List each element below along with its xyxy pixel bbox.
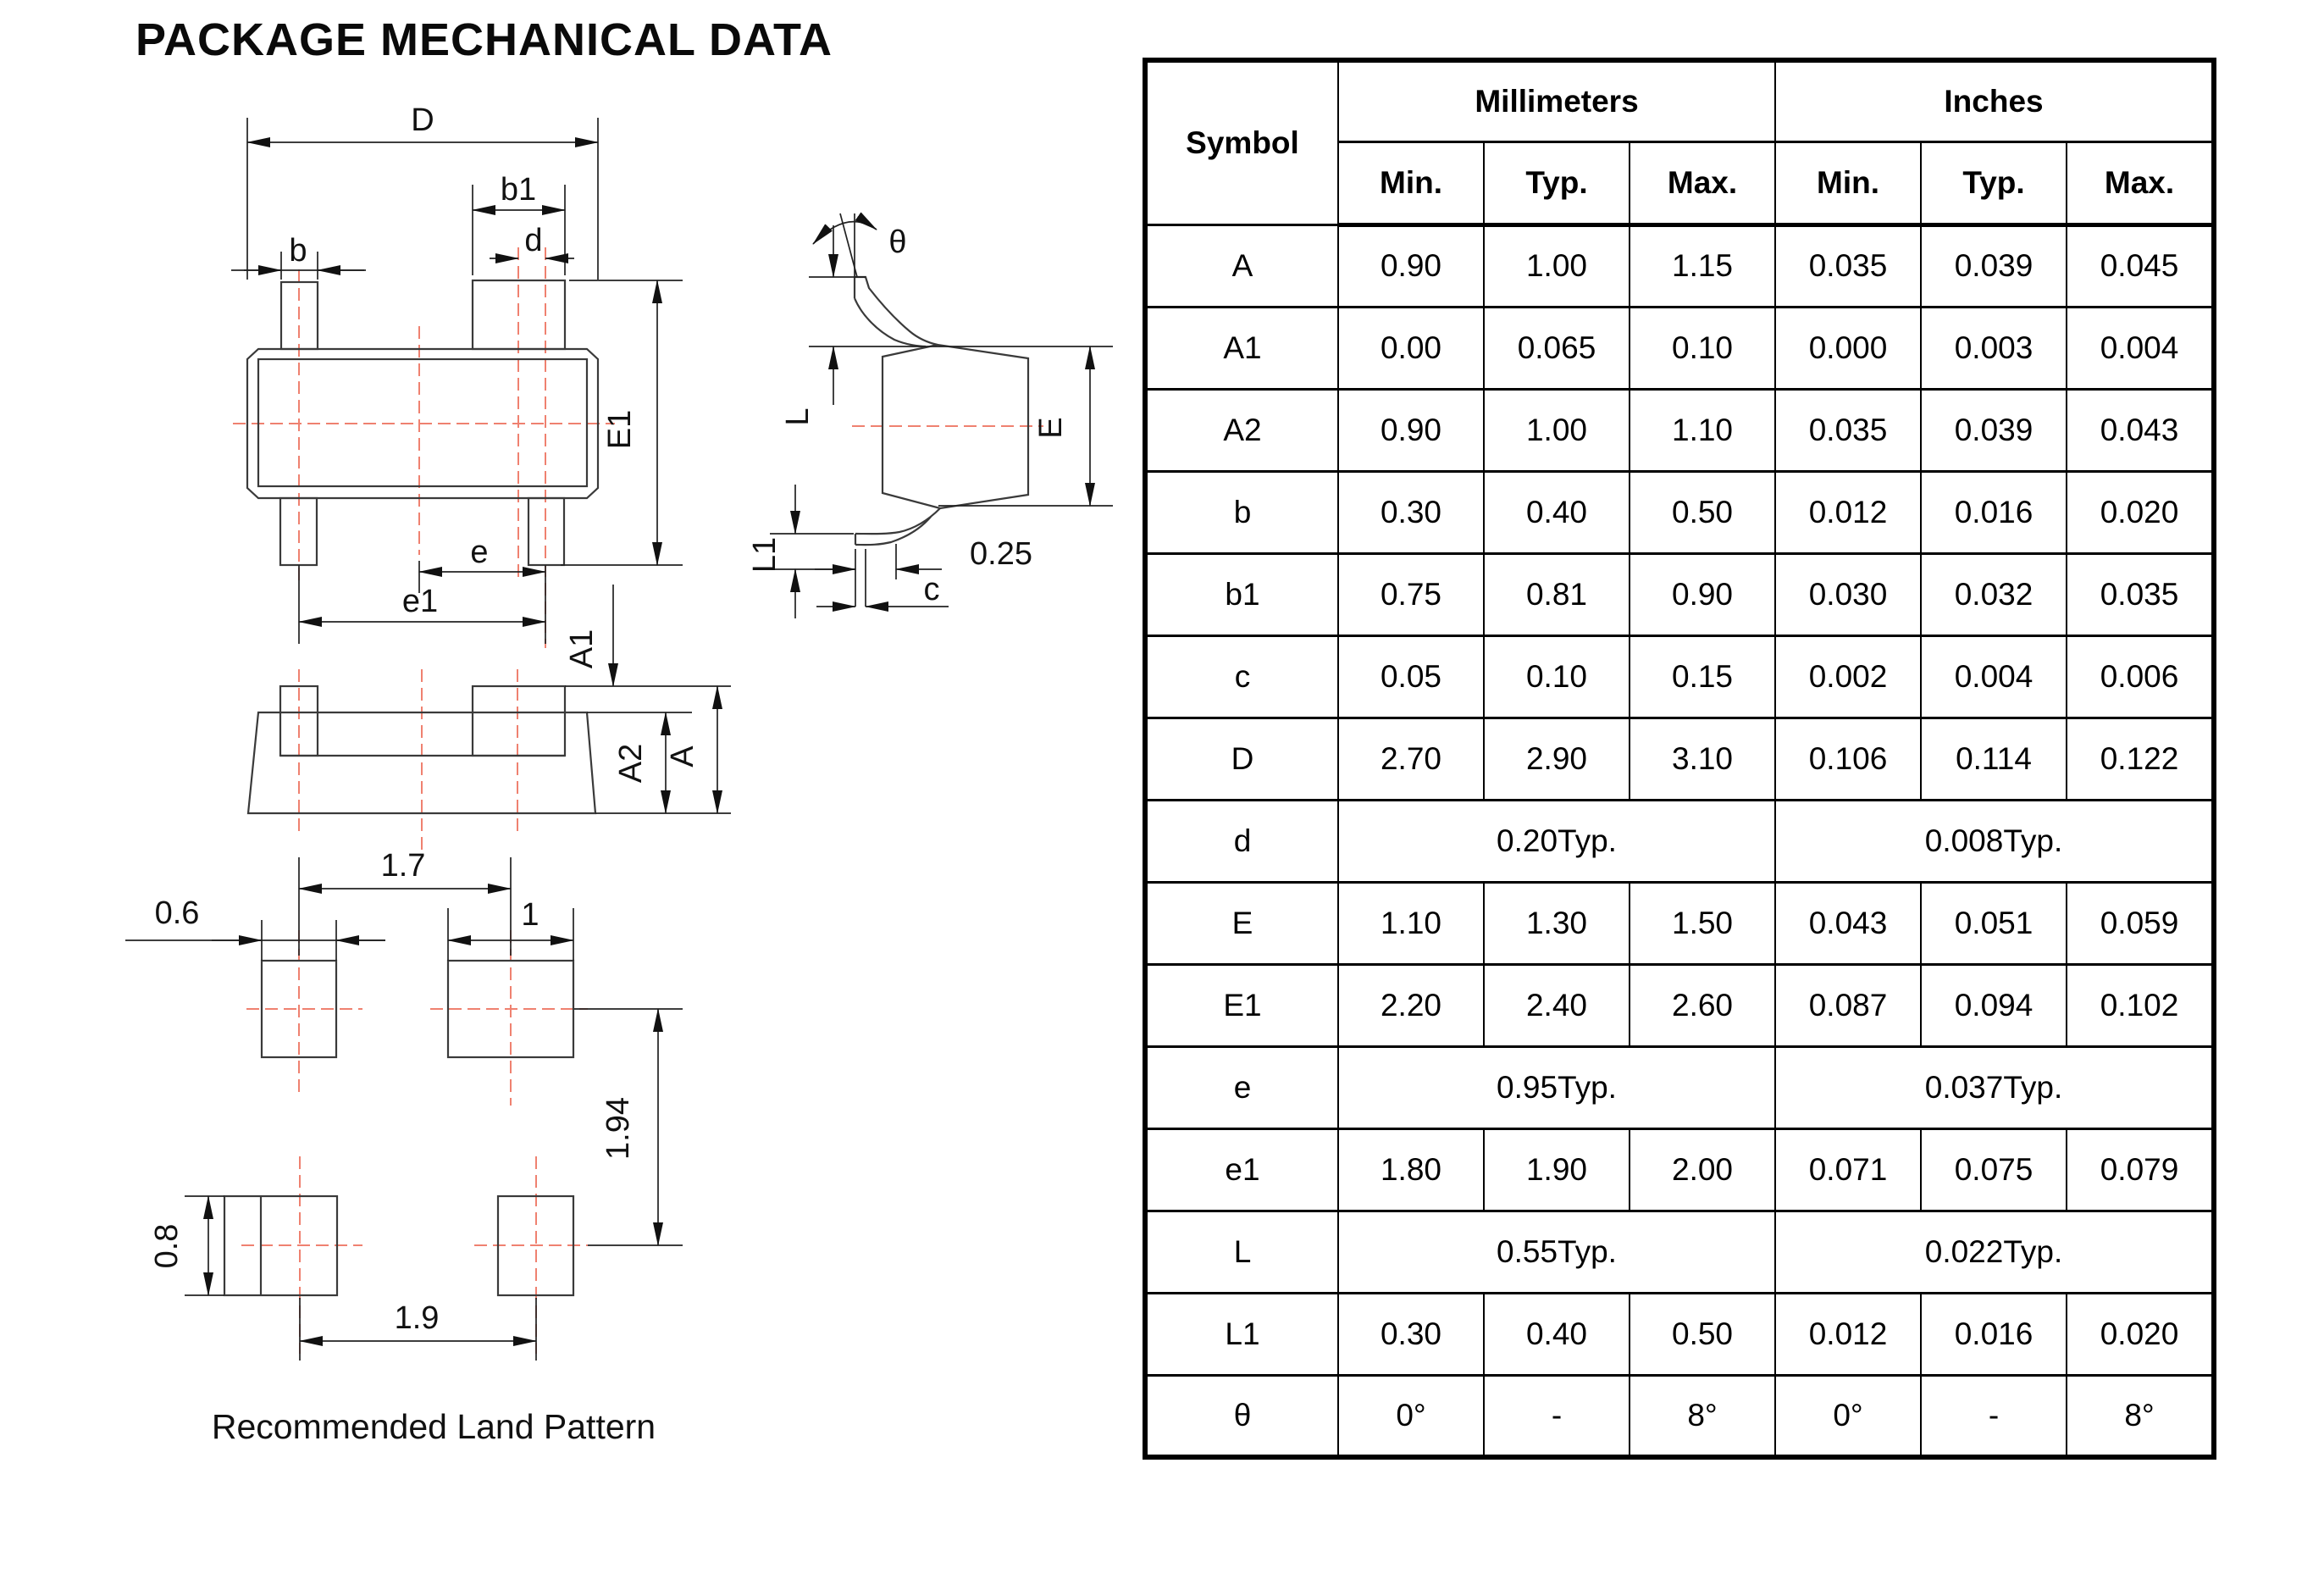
cell-in-typ: 0.004 [1921,635,2067,718]
cell-in-max: 0.122 [2067,718,2214,800]
cell-in-typ: 0.003 [1921,307,2067,389]
cell-mm-min: 2.70 [1338,718,1484,800]
col-header-in-typ: Typ. [1921,141,2067,224]
cell-in-typ: 0.051 [1921,882,2067,964]
land-pattern [125,848,683,1446]
dim-label-b: b [289,233,307,269]
cell-in-typ: 0.016 [1921,471,2067,553]
table-row [1145,1046,2214,1128]
dim-label-1: 1 [521,897,540,933]
cell-in-typ-span: 0.008Typ. [1775,800,2214,882]
cell-symbol: L [1145,1211,1338,1293]
cell-mm-max: 0.15 [1630,635,1775,718]
cell-in-min: 0.071 [1775,1128,1921,1211]
cell-symbol: e [1145,1046,1338,1128]
cell-mm-max: 2.00 [1630,1128,1775,1211]
cell-in-min: 0.000 [1775,307,1921,389]
cell-in-min: 0.012 [1775,1293,1921,1375]
cell-in-max: 0.020 [2067,471,2214,553]
cell-mm-typ: 1.00 [1484,389,1630,471]
table-row [1145,307,2214,389]
cell-in-max: 0.043 [2067,389,2214,471]
cell-in-min: 0.087 [1775,964,1921,1046]
dim-label-E: E [1033,417,1069,439]
cell-symbol: A [1145,224,1338,307]
table-row [1145,389,2214,471]
cell-mm-typ: 1.00 [1484,224,1630,307]
top-view [231,103,683,686]
table-row [1145,964,2214,1046]
cell-mm-typ: - [1484,1375,1630,1457]
dim-label-A: A [665,745,700,768]
cell-mm-min: 0.30 [1338,471,1484,553]
cell-in-typ: 0.075 [1921,1128,2067,1211]
table-row [1145,718,2214,800]
cell-mm-max: 1.50 [1630,882,1775,964]
table-row [1145,1293,2214,1375]
dim-label-0-8: 0.8 [149,1223,185,1269]
cell-in-max: 0.059 [2067,882,2214,964]
cell-mm-max: 0.90 [1630,553,1775,635]
cell-in-min: 0° [1775,1375,1921,1457]
table-row [1145,1128,2214,1211]
cell-symbol: E1 [1145,964,1338,1046]
cell-mm-min: 0.90 [1338,389,1484,471]
cell-in-min: 0.035 [1775,389,1921,471]
cell-mm-max: 2.60 [1630,964,1775,1046]
table-row [1145,800,2214,882]
cell-in-min: 0.106 [1775,718,1921,800]
cell-mm-min: 0.00 [1338,307,1484,389]
col-header-mm-max: Max. [1630,141,1775,224]
cell-mm-typ: 0.40 [1484,471,1630,553]
cell-mm-min: 1.80 [1338,1128,1484,1211]
cell-symbol: A1 [1145,307,1338,389]
cell-mm-typ-span: 0.55Typ. [1338,1211,1775,1293]
table-row [1145,224,2214,307]
cell-in-typ: 0.039 [1921,389,2067,471]
table-row [1145,1211,2214,1293]
cell-mm-min: 0° [1338,1375,1484,1457]
cell-in-min: 0.035 [1775,224,1921,307]
cell-mm-min: 0.75 [1338,553,1484,635]
dim-label-1-94: 1.94 [600,1097,636,1160]
drawing-line [855,277,938,345]
dim-label-d: d [524,223,543,258]
cell-symbol: b [1145,471,1338,553]
cell-in-typ: 0.016 [1921,1293,2067,1375]
package-dimensions-table [1143,58,2216,1460]
col-header-symbol: Symbol [1145,60,1338,224]
col-header-inches: Inches [1775,60,2214,141]
cell-mm-max: 8° [1630,1375,1775,1457]
cell-in-max: 0.045 [2067,224,2214,307]
cell-in-max: 0.079 [2067,1128,2214,1211]
cell-mm-min: 0.05 [1338,635,1484,718]
cell-mm-typ: 1.90 [1484,1128,1630,1211]
cell-mm-typ-span: 0.95Typ. [1338,1046,1775,1128]
side-view [747,213,1113,618]
cell-in-max: 8° [2067,1375,2214,1457]
cell-mm-max: 1.10 [1630,389,1775,471]
cell-mm-max: 0.10 [1630,307,1775,389]
cell-mm-min: 0.90 [1338,224,1484,307]
cell-mm-max: 1.15 [1630,224,1775,307]
cell-in-typ: - [1921,1375,2067,1457]
table-row [1145,553,2214,635]
cell-symbol: θ [1145,1375,1338,1457]
cell-in-typ: 0.032 [1921,553,2067,635]
col-header-in-max: Max. [2067,141,2214,224]
cell-symbol: L1 [1145,1293,1338,1375]
cell-mm-typ: 2.40 [1484,964,1630,1046]
cell-in-max: 0.035 [2067,553,2214,635]
cell-in-max: 0.102 [2067,964,2214,1046]
drawing-line [855,517,931,545]
cell-mm-typ: 2.90 [1484,718,1630,800]
cell-mm-min: 1.10 [1338,882,1484,964]
cell-in-max: 0.006 [2067,635,2214,718]
cell-mm-min: 0.30 [1338,1293,1484,1375]
cell-mm-typ: 1.30 [1484,882,1630,964]
drawing-line [855,298,926,346]
cell-in-typ: 0.039 [1921,224,2067,307]
dim-label-theta: θ [888,224,907,260]
cell-symbol: b1 [1145,553,1338,635]
cell-mm-typ: 0.10 [1484,635,1630,718]
table-row [1145,635,2214,718]
col-header-mm-min: Min. [1338,141,1484,224]
cell-symbol: d [1145,800,1338,882]
cell-symbol: D [1145,718,1338,800]
cell-in-min: 0.030 [1775,553,1921,635]
cell-mm-max: 3.10 [1630,718,1775,800]
cell-mm-typ: 0.40 [1484,1293,1630,1375]
cell-in-max: 0.020 [2067,1293,2214,1375]
front-lead-wide [473,686,565,756]
cell-mm-typ-span: 0.20Typ. [1338,800,1775,882]
cell-in-typ: 0.114 [1921,718,2067,800]
col-header-in-min: Min. [1775,141,1921,224]
dim-label-e1: e1 [401,584,439,619]
cell-mm-max: 0.50 [1630,471,1775,553]
dim-label-A2: A2 [613,743,649,784]
cell-in-typ: 0.094 [1921,964,2067,1046]
dim-label-025: 0.25 [970,536,1032,572]
land-pattern-caption: Recommended Land Pattern [211,1407,656,1446]
dim-label-L: L [780,407,816,426]
cell-in-typ-span: 0.022Typ. [1775,1211,2214,1293]
cell-mm-min: 2.20 [1338,964,1484,1046]
page-title: PACKAGE MECHANICAL DATA [136,14,833,65]
cell-symbol: E [1145,882,1338,964]
table-row [1145,1375,2214,1457]
cell-mm-max: 0.50 [1630,1293,1775,1375]
dim-label-0-6: 0.6 [154,895,200,931]
cell-symbol: A2 [1145,389,1338,471]
cell-mm-typ: 0.065 [1484,307,1630,389]
dim-label-1-7: 1.7 [380,848,426,884]
cell-in-min: 0.002 [1775,635,1921,718]
cell-in-typ-span: 0.037Typ. [1775,1046,2214,1128]
cell-mm-typ: 0.81 [1484,553,1630,635]
dim-label-1-9: 1.9 [394,1300,440,1336]
cell-in-min: 0.043 [1775,882,1921,964]
dim-label-D: D [411,103,434,138]
dim-label-e: e [470,535,489,570]
cell-in-min: 0.012 [1775,471,1921,553]
dim-label-A1: A1 [564,629,600,669]
col-header-mm-typ: Typ. [1484,141,1630,224]
dim-label-E1: E1 [602,409,638,450]
table-header-row-units [1145,60,2214,141]
cell-symbol: e1 [1145,1128,1338,1211]
dim-label-c: c [923,572,940,607]
dim-label-L1: L1 [747,536,783,574]
col-header-millimeters: Millimeters [1338,60,1775,141]
table-row [1145,882,2214,964]
front-view [248,669,731,851]
cell-symbol: c [1145,635,1338,718]
table-row [1145,471,2214,553]
dim-label-b1: b1 [500,172,537,208]
cell-in-max: 0.004 [2067,307,2214,389]
